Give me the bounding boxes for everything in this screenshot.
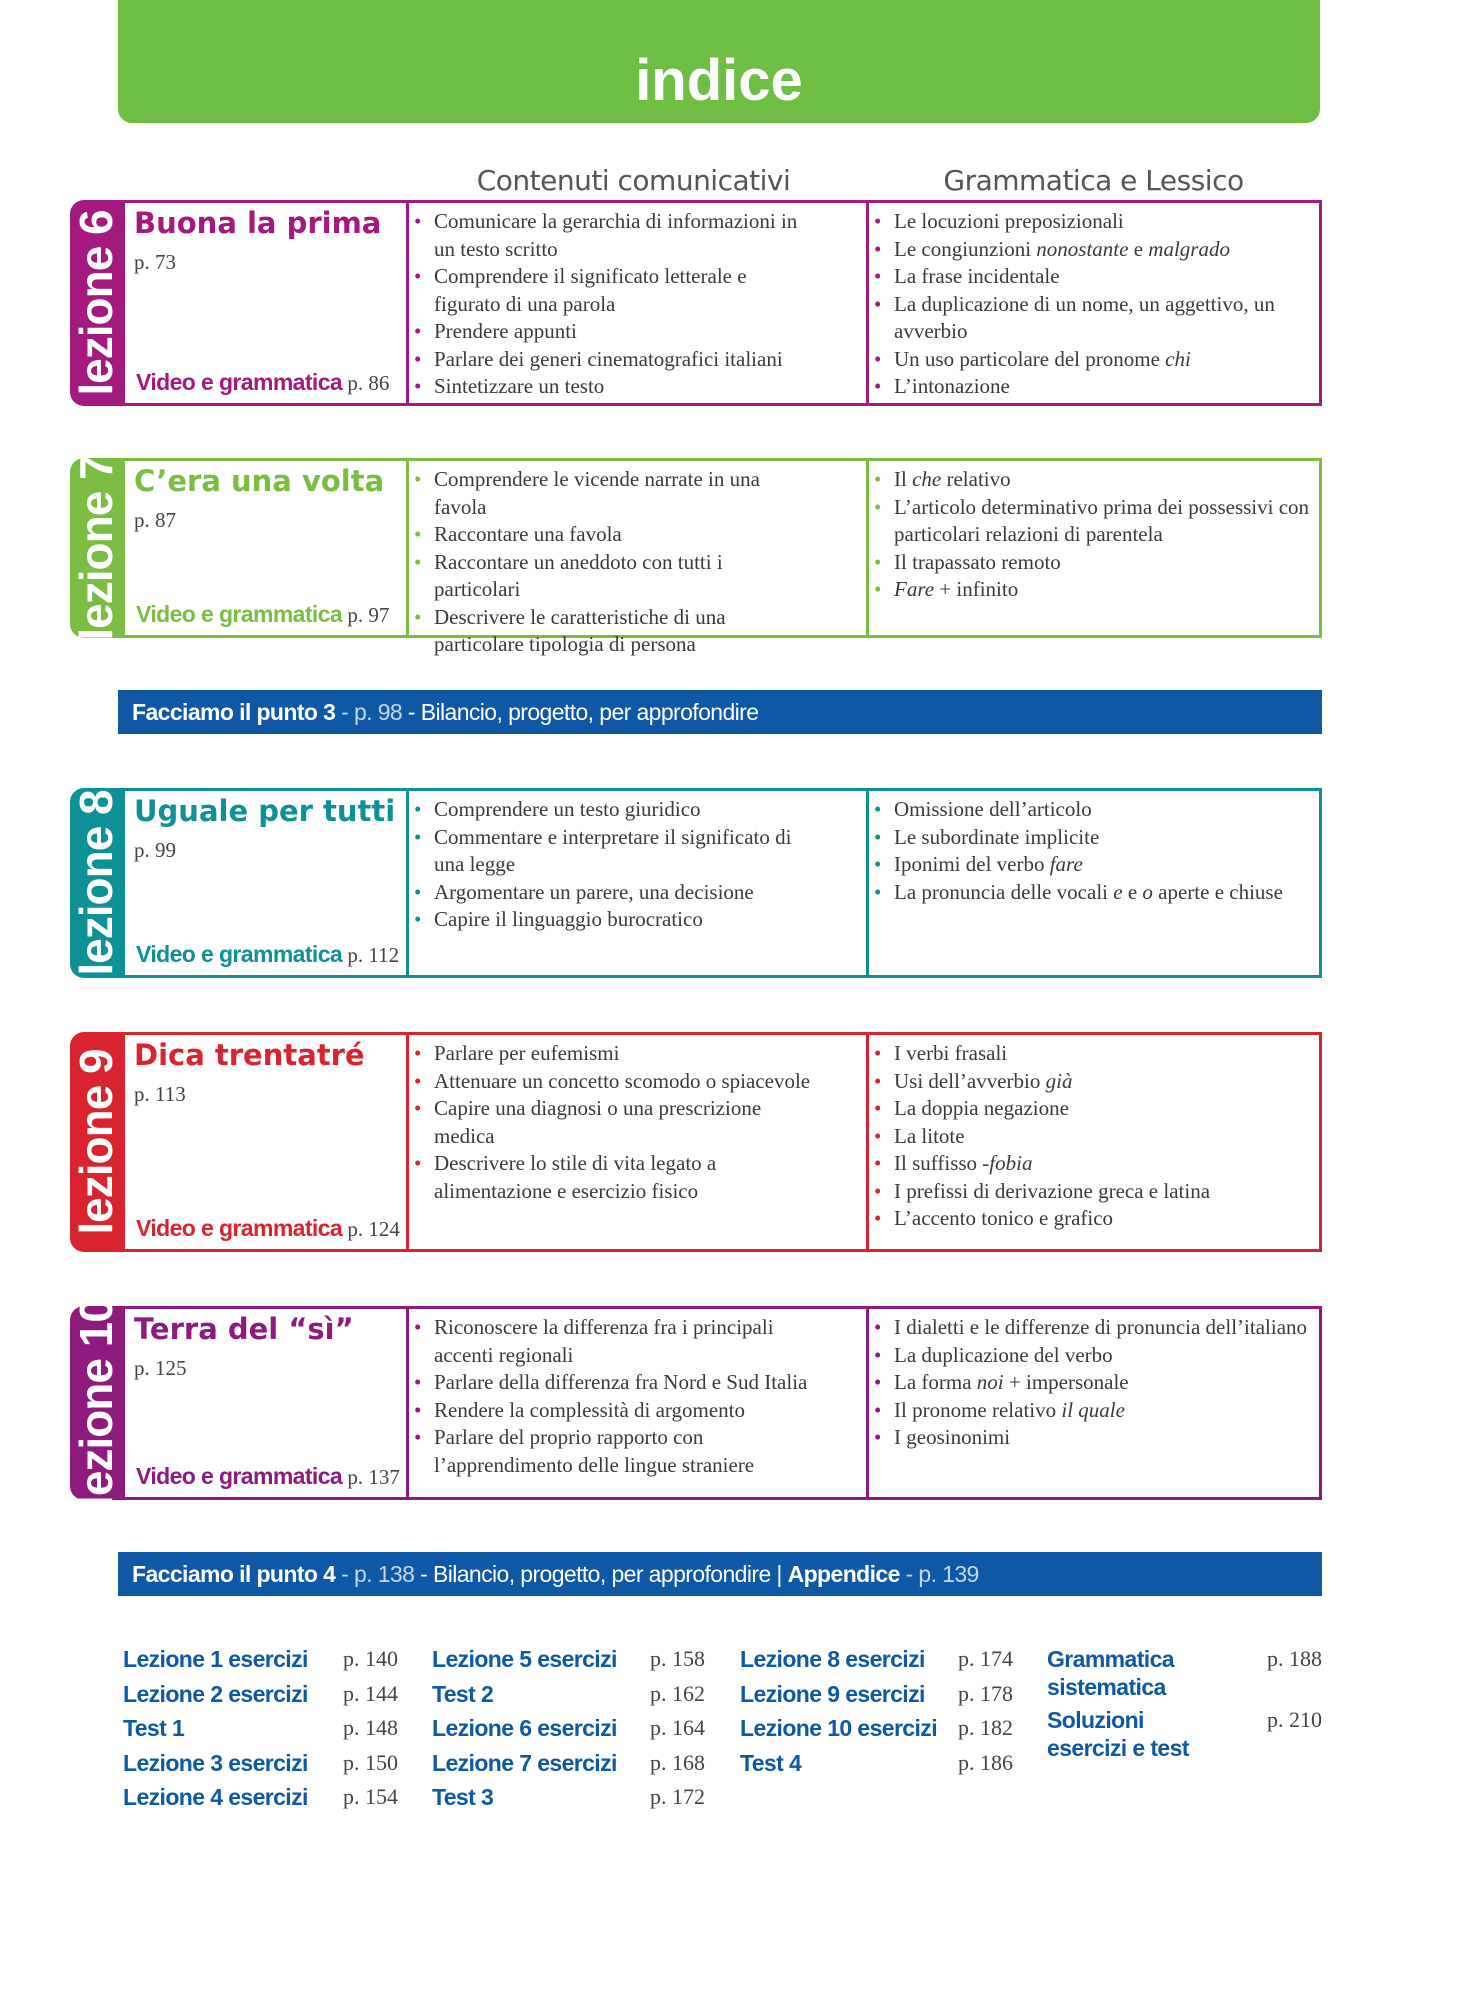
list-item-text: Capire una diagnosi o una prescrizione medica — [434, 1096, 762, 1148]
list-item — [872, 1342, 1312, 1370]
exercise-name: Test 2 — [432, 1680, 494, 1707]
lesson-tab-label: lezione 7 — [70, 455, 122, 641]
bullet-icon: • — [414, 1425, 422, 1449]
bullet-icon: • — [414, 549, 422, 574]
list-item — [872, 291, 1312, 346]
list-item — [412, 1369, 812, 1397]
bullet-icon: • — [414, 1096, 422, 1120]
list-item — [412, 1068, 812, 1096]
lesson-row — [70, 455, 1322, 656]
exercise-name: Soluzioni esercizi e test — [1047, 1707, 1189, 1761]
list-item — [412, 1397, 812, 1425]
grammar-list — [872, 796, 1312, 906]
list-item — [412, 318, 812, 346]
band-description: - Bilancio, progetto, per approfondire — [402, 699, 759, 725]
list-item-text: Prendere appunti — [434, 319, 577, 343]
video-grammar-label: Video e grammatica — [136, 601, 343, 627]
list-item-text: I verbi frasali — [894, 1041, 1008, 1065]
column-divider — [406, 791, 409, 975]
bullet-icon: • — [874, 577, 882, 601]
list-item — [412, 346, 812, 374]
bullet-icon: • — [874, 374, 882, 398]
lesson-tab-label: lezione 10 — [70, 1298, 122, 1508]
bullet-icon: • — [874, 549, 882, 574]
list-item — [872, 1397, 1312, 1425]
bullet-icon: • — [874, 467, 882, 491]
bullet-icon: • — [874, 1206, 882, 1230]
band-description: - Bilancio, progetto, per approfondire | — [414, 1561, 788, 1587]
bullet-icon: • — [414, 346, 422, 371]
list-item-text: Il pronome relativo il quale — [894, 1397, 1125, 1422]
list-item — [412, 521, 812, 549]
exercise-name: Lezione 7 esercizi — [432, 1749, 617, 1776]
exercise-name: Lezione 4 esercizi — [123, 1784, 308, 1810]
grammar-list — [872, 466, 1312, 604]
lesson-tab-label: lezione 6 — [70, 210, 122, 396]
exercise-name: Test 1 — [123, 1715, 185, 1741]
exercise-page: p. 162 — [650, 1680, 705, 1706]
list-item — [872, 1150, 1312, 1178]
lesson-tab-label: lezione 8 — [70, 790, 122, 976]
band-label: Facciamo il punto 3 — [132, 699, 336, 725]
list-item — [872, 576, 1312, 604]
lesson-title[interactable]: Buona la prima — [134, 206, 382, 240]
lesson-title[interactable]: Uguale per tutti — [134, 794, 396, 828]
communicative-list — [412, 796, 812, 934]
exercise-page: p. 150 — [343, 1749, 398, 1775]
list-item — [872, 263, 1312, 291]
list-item-text: Capire il linguaggio burocratico — [434, 907, 703, 931]
bullet-icon: • — [414, 1315, 422, 1339]
list-item — [872, 466, 1312, 494]
list-item — [872, 1205, 1312, 1233]
list-item-text: Fare + infinito — [894, 577, 1019, 601]
list-item-text: Le locuzioni preposizionali — [894, 209, 1124, 233]
list-item-text: Argomentare un parere, una decisione — [434, 879, 754, 904]
review-band[interactable] — [118, 690, 1322, 734]
column-divider — [866, 1035, 869, 1249]
lesson-title[interactable]: C’era una volta — [134, 464, 385, 498]
list-item-text: I geosinonimi — [894, 1425, 1011, 1449]
list-item — [872, 1369, 1312, 1397]
list-item-text: La duplicazione di un nome, un aggettivo, un avverbio — [894, 291, 1275, 343]
bullet-icon: • — [874, 1315, 882, 1339]
bullet-icon: • — [414, 264, 422, 288]
bullet-icon: • — [874, 1425, 882, 1449]
lesson-tab — [70, 788, 122, 978]
lesson-row — [70, 1298, 1322, 1508]
bullet-icon: • — [874, 346, 882, 371]
list-item — [412, 1314, 812, 1369]
list-item — [412, 824, 812, 879]
list-item — [872, 1123, 1312, 1151]
column-header-communicative: Contenuti comunicativi — [476, 164, 791, 197]
list-item — [872, 494, 1312, 549]
lesson-tab-label: lezione 9 — [70, 1049, 122, 1235]
list-item — [872, 1178, 1312, 1206]
lesson-row — [70, 1032, 1322, 1252]
list-item-text: Le congiunzioni nonostante e malgrado — [894, 236, 1230, 261]
list-item — [872, 1424, 1312, 1452]
bullet-icon: • — [414, 467, 422, 491]
list-item-text: La duplicazione del verbo — [894, 1342, 1113, 1367]
band-page: p. 138 — [353, 1561, 415, 1587]
list-item — [872, 879, 1312, 907]
exercise-page: p. 178 — [958, 1680, 1013, 1706]
list-item-text: I dialetti e le differenze di pronuncia dell’italiano — [894, 1315, 1308, 1339]
grammar-list — [872, 1314, 1312, 1452]
bullet-icon: • — [874, 824, 882, 849]
list-item-text: Sintetizzare un testo — [434, 374, 605, 398]
bullet-icon: • — [874, 494, 882, 519]
exercise-page: p. 172 — [650, 1784, 705, 1809]
band-separator: - — [335, 1561, 354, 1587]
communicative-list — [412, 1040, 812, 1205]
bullet-icon: • — [874, 1342, 882, 1367]
communicative-list — [412, 1314, 812, 1479]
list-item-text: Comprendere il significato letterale e figurato di una parola — [434, 264, 747, 316]
lesson-tab — [70, 1298, 122, 1508]
exercise-page: p. 158 — [650, 1646, 705, 1671]
list-item-text: Comprendere un testo giuridico — [434, 797, 701, 821]
list-item — [872, 824, 1312, 852]
column-header-grammar: Grammatica e Lessico — [943, 164, 1244, 197]
list-item — [412, 208, 812, 263]
column-divider — [866, 203, 869, 403]
exercise-page: p. 174 — [958, 1646, 1013, 1671]
lesson-tab — [70, 200, 122, 406]
exercise-name: Lezione 5 esercizi — [432, 1646, 617, 1672]
page-title: indice — [635, 48, 803, 113]
bullet-icon: • — [874, 1397, 882, 1422]
exercise-name: Test 3 — [432, 1784, 494, 1810]
exercise-name: Lezione 6 esercizi — [432, 1715, 617, 1741]
list-item — [412, 466, 812, 521]
lesson-row — [70, 788, 1322, 978]
list-item-text: La pronuncia delle vocali e e o aperte e chiuse — [894, 879, 1283, 904]
list-item — [872, 549, 1312, 577]
list-item — [412, 1095, 812, 1150]
lesson-tab — [70, 455, 122, 641]
bullet-icon: • — [414, 1041, 422, 1065]
exercise-name: Lezione 2 esercizi — [123, 1680, 308, 1707]
band-label: Facciamo il punto 4 — [132, 1561, 336, 1587]
video-grammar-link[interactable] — [136, 601, 389, 628]
bullet-icon: • — [414, 319, 422, 343]
lesson-title[interactable]: Terra del “sì” — [134, 1312, 354, 1346]
list-item-text: Parlare per eufemismi — [434, 1041, 620, 1065]
list-item-text: Riconoscere la differenza fra i principali accenti regionali — [434, 1315, 774, 1367]
exercise-page: p. 154 — [343, 1784, 398, 1809]
list-item-text: La frase incidentale — [894, 264, 1060, 288]
exercise-name: Lezione 3 esercizi — [123, 1749, 308, 1776]
grammar-list — [872, 1040, 1312, 1233]
list-item-text: Raccontare un aneddoto con tutti i particolari — [434, 549, 723, 601]
bullet-icon: • — [874, 1068, 882, 1093]
column-divider — [406, 1035, 409, 1249]
list-item-text: Usi dell’avverbio già — [894, 1068, 1073, 1093]
exercise-page: p. 182 — [958, 1715, 1013, 1740]
video-grammar-link[interactable] — [136, 1463, 400, 1490]
bullet-icon: • — [414, 604, 422, 629]
bullet-icon: • — [414, 1370, 422, 1394]
list-item — [872, 851, 1312, 879]
bullet-icon: • — [414, 879, 422, 904]
list-item-text: Attenuare un concetto scomodo o spiacevole — [434, 1068, 811, 1093]
list-item — [872, 1068, 1312, 1096]
list-item-text: Comunicare la gerarchia di informazioni in un testo scritto — [434, 209, 798, 261]
list-item — [872, 796, 1312, 824]
bullet-icon: • — [874, 264, 882, 288]
exercise-name: Lezione 10 esercizi — [740, 1715, 937, 1741]
list-item-text: Rendere la complessità di argomento — [434, 1397, 746, 1422]
bullet-icon: • — [414, 1397, 422, 1422]
exercise-page: p. 164 — [650, 1715, 705, 1740]
bullet-icon: • — [414, 209, 422, 233]
list-item-text: Parlare del proprio rapporto con l’apprendimento delle lingue straniere — [434, 1425, 755, 1477]
list-item-text: I prefissi di derivazione greca e latina — [894, 1178, 1211, 1203]
exercise-page: p. 144 — [343, 1680, 398, 1706]
bullet-icon: • — [874, 1151, 882, 1175]
video-grammar-page: p. 86 — [347, 371, 390, 395]
bullet-icon: • — [874, 852, 882, 876]
communicative-list — [412, 466, 812, 659]
bullet-icon: • — [414, 374, 422, 398]
list-item — [412, 879, 812, 907]
communicative-list — [412, 208, 812, 401]
list-item — [412, 796, 812, 824]
list-item-text: Iponimi del verbo fare — [894, 852, 1083, 876]
list-item-text: La forma noi + impersonale — [894, 1370, 1129, 1394]
list-item-text: Un uso particolare del pronome chi — [894, 346, 1191, 371]
exercise-name: Lezione 1 esercizi — [123, 1646, 308, 1672]
bullet-icon: • — [874, 236, 882, 261]
video-grammar-link[interactable] — [136, 1215, 400, 1242]
bullet-icon: • — [874, 291, 882, 316]
list-item — [872, 236, 1312, 264]
video-grammar-link[interactable] — [136, 369, 389, 396]
list-item-text: La litote — [894, 1123, 965, 1148]
list-item-text: Le subordinate implicite — [894, 824, 1100, 849]
video-grammar-page: p. 124 — [347, 1217, 400, 1241]
lesson-page: p. 125 — [134, 1356, 187, 1380]
list-item-text: Comprendere le vicende narrate in una favola — [434, 467, 760, 519]
list-item-text: Commentare e interpretare il significato di una legge — [434, 824, 792, 876]
lesson-page: p. 87 — [134, 508, 176, 532]
band-page: p. 98 — [353, 699, 403, 725]
list-item-text: Il suffisso -fobia — [894, 1151, 1033, 1175]
list-item-text: L’intonazione — [894, 374, 1010, 398]
list-item-text: L’articolo determinativo prima dei possessivi con particolari relazioni di parentela — [894, 494, 1310, 546]
exercise-name: Lezione 8 esercizi — [740, 1646, 925, 1672]
bullet-icon: • — [874, 797, 882, 821]
list-item — [412, 549, 812, 604]
band-separator: - — [335, 699, 354, 725]
list-item — [872, 1040, 1312, 1068]
bullet-icon: • — [874, 1178, 882, 1203]
list-item — [872, 208, 1312, 236]
exercise-page: p. 188 — [1267, 1646, 1322, 1671]
bullet-icon: • — [874, 879, 882, 904]
exercise-page: p. 210 — [1267, 1707, 1322, 1732]
bullet-icon: • — [874, 1041, 882, 1065]
list-item-text: Descrivere le caratteristiche di una particolare tipologia di persona — [434, 604, 726, 656]
list-item — [872, 1095, 1312, 1123]
list-item-text: Descrivere lo stile di vita legato a alimentazione e esercizio fisico — [434, 1151, 717, 1203]
video-grammar-label: Video e grammatica — [136, 941, 343, 967]
exercise-page: p. 168 — [650, 1749, 705, 1775]
list-item — [412, 604, 812, 659]
list-item — [412, 1424, 812, 1479]
column-divider — [866, 791, 869, 975]
list-item-text: Il trapassato remoto — [894, 549, 1061, 574]
bullet-icon: • — [874, 1123, 882, 1148]
bullet-icon: • — [874, 1370, 882, 1394]
column-divider — [866, 1309, 869, 1497]
bullet-icon: • — [414, 1151, 422, 1175]
review-band[interactable] — [118, 1552, 1322, 1596]
list-item — [412, 1150, 812, 1205]
bullet-icon: • — [874, 209, 882, 233]
list-item-text: Il che relativo — [894, 467, 1011, 491]
exercise-page: p. 148 — [343, 1715, 398, 1740]
exercise-page: p. 140 — [343, 1646, 398, 1671]
list-item — [412, 263, 812, 318]
list-item — [872, 1314, 1312, 1342]
video-grammar-label: Video e grammatica — [136, 1215, 343, 1241]
lesson-page: p. 99 — [134, 838, 176, 862]
list-item — [412, 373, 812, 401]
title-bar — [118, 0, 1320, 123]
exercise-name: Grammatica sistematica — [1047, 1646, 1174, 1700]
video-grammar-page: p. 97 — [347, 603, 390, 627]
column-divider — [406, 461, 409, 635]
list-item — [412, 906, 812, 934]
grammar-list — [872, 208, 1312, 401]
bullet-icon: • — [414, 824, 422, 849]
band-extra-label: Appendice — [787, 1561, 900, 1587]
video-grammar-label: Video e grammatica — [136, 369, 343, 395]
lesson-page: p. 113 — [134, 1082, 186, 1106]
list-item — [412, 1040, 812, 1068]
bullet-icon: • — [414, 522, 422, 546]
band-extra-page: - p. 139 — [899, 1561, 979, 1587]
list-item — [872, 373, 1312, 401]
list-item-text: La doppia negazione — [894, 1096, 1069, 1120]
lesson-title[interactable]: Dica trentatré — [134, 1038, 365, 1072]
lesson-page: p. 73 — [134, 250, 176, 274]
bullet-icon: • — [414, 797, 422, 821]
column-divider — [406, 1309, 409, 1497]
bullet-icon: • — [414, 1068, 422, 1093]
video-grammar-link[interactable] — [136, 941, 399, 968]
video-grammar-page: p. 137 — [347, 1465, 400, 1489]
list-item-text: Parlare della differenza fra Nord e Sud Italia — [434, 1370, 808, 1394]
column-divider — [866, 461, 869, 635]
list-item-text: Raccontare una favola — [434, 522, 622, 546]
list-item-text: L’accento tonico e grafico — [894, 1206, 1114, 1230]
bullet-icon: • — [874, 1096, 882, 1120]
lesson-row — [70, 200, 1322, 406]
lesson-tab — [70, 1032, 122, 1252]
exercise-name: Test 4 — [740, 1749, 802, 1776]
video-grammar-label: Video e grammatica — [136, 1463, 343, 1489]
exercise-name: Lezione 9 esercizi — [740, 1680, 925, 1707]
list-item-text: Omissione dell’articolo — [894, 797, 1092, 821]
bullet-icon: • — [414, 907, 422, 931]
list-item-text: Parlare dei generi cinematografici italiani — [434, 346, 783, 371]
video-grammar-page: p. 112 — [347, 943, 400, 967]
column-divider — [406, 203, 409, 403]
list-item — [872, 346, 1312, 374]
exercise-page: p. 186 — [958, 1749, 1013, 1775]
